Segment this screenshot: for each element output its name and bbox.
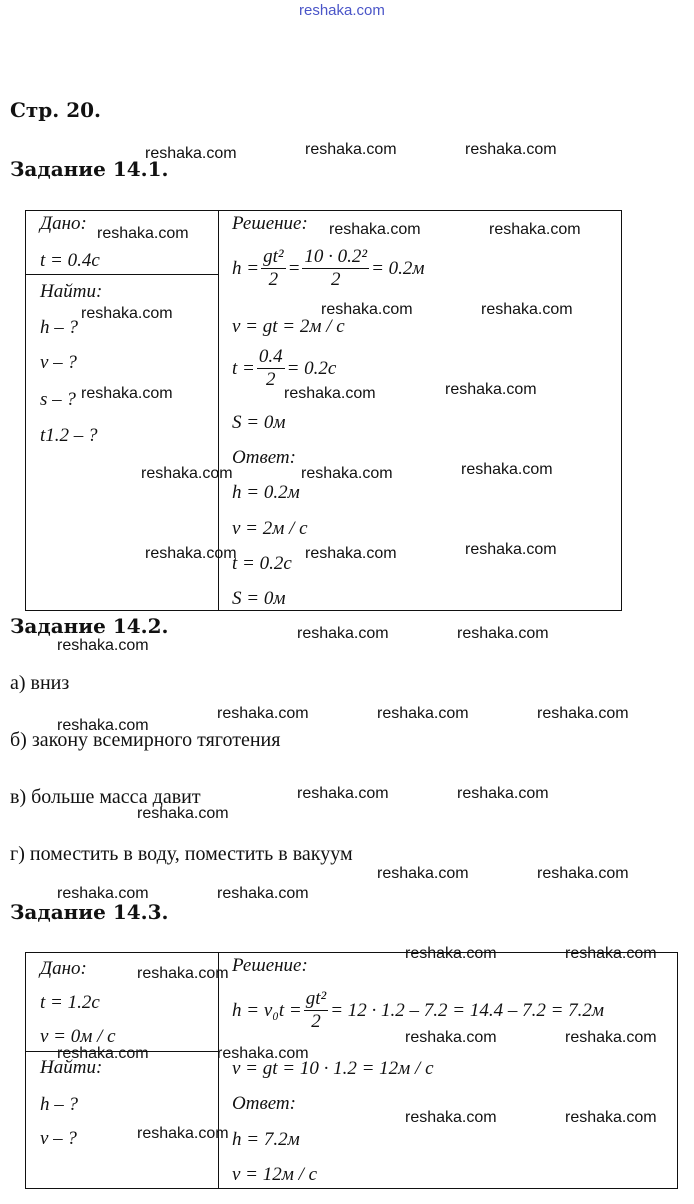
task-14-3-heading: Задание 14.3. <box>10 900 169 924</box>
answer-item: h = 7.2м <box>232 1129 300 1150</box>
denominator: 2 <box>311 1011 321 1032</box>
watermark: reshaka.com <box>217 705 309 722</box>
watermark: reshaka.com <box>57 1045 149 1062</box>
find-title: Найти: <box>40 1057 103 1078</box>
watermark: reshaka.com <box>537 865 629 882</box>
eq-lhs: t = <box>232 357 255 379</box>
eq-lhs: h = <box>232 257 260 279</box>
find-item: h – ? <box>40 317 78 338</box>
watermark: reshaka.com <box>301 465 393 482</box>
watermark: reshaka.com <box>321 301 413 318</box>
task-14-1-heading: Задание 14.1. <box>10 157 169 181</box>
table-divider <box>25 274 218 275</box>
watermark: reshaka.com <box>137 805 229 822</box>
find-item: t1.2 – ? <box>40 425 98 446</box>
watermark: reshaka.com <box>137 965 229 982</box>
eq-sign: = <box>287 257 301 279</box>
watermark: reshaka.com <box>405 1109 497 1126</box>
watermark: reshaka.com <box>461 461 553 478</box>
site-watermark-top: reshaka.com <box>299 2 385 19</box>
watermark: reshaka.com <box>565 945 657 962</box>
watermark: reshaka.com <box>81 305 173 322</box>
equation-height <box>232 988 604 1033</box>
numerator: 0.4 <box>258 346 283 367</box>
eq-rhs: = 12 · 1.2 – 7.2 = 14.4 – 7.2 = 7.2м <box>330 999 605 1021</box>
given-value: v = 0м / с <box>40 1026 116 1047</box>
given-value: t = 0.4c <box>40 250 100 271</box>
watermark: reshaka.com <box>97 225 189 242</box>
eq-rhs: = 0.2с <box>286 357 337 379</box>
find-title: Найти: <box>40 281 103 302</box>
answer-item: t = 0.2с <box>232 553 292 574</box>
equation-velocity: v = gt = 10 · 1.2 = 12м / с <box>232 1058 434 1079</box>
eq-lhs: h = v₀t = <box>232 999 302 1021</box>
answer-title: Ответ: <box>232 1093 296 1114</box>
watermark: reshaka.com <box>445 381 537 398</box>
fraction <box>304 988 328 1033</box>
watermark: reshaka.com <box>57 637 149 654</box>
watermark: reshaka.com <box>457 785 549 802</box>
watermark: reshaka.com <box>284 385 376 402</box>
denominator: 2 <box>330 269 341 290</box>
given-value: t = 1.2c <box>40 992 100 1013</box>
numerator: 10 · 0.2² <box>304 246 368 267</box>
watermark: reshaka.com <box>57 717 149 734</box>
watermark: reshaka.com <box>377 705 469 722</box>
equation-height <box>232 246 425 291</box>
find-item: h – ? <box>40 1094 78 1115</box>
numerator: gt² <box>305 988 327 1009</box>
solution-title: Решение: <box>232 955 308 976</box>
given-title: Дано: <box>40 213 87 234</box>
watermark: reshaka.com <box>217 1045 309 1062</box>
watermark: reshaka.com <box>297 625 389 642</box>
answer-title: Ответ: <box>232 447 296 468</box>
watermark: reshaka.com <box>405 945 497 962</box>
watermark: reshaka.com <box>565 1029 657 1046</box>
fraction <box>257 346 285 391</box>
find-item: v – ? <box>40 1128 77 1149</box>
watermark: reshaka.com <box>145 145 237 162</box>
equation-distance: S = 0м <box>232 412 286 433</box>
answer-item: S = 0м <box>232 588 286 609</box>
watermark: reshaka.com <box>537 705 629 722</box>
watermark: reshaka.com <box>145 545 237 562</box>
denominator: 2 <box>268 269 279 290</box>
watermark: reshaka.com <box>217 885 309 902</box>
answer-item: v = 2м / с <box>232 518 308 539</box>
answer-line: г) поместить в воду, поместить в вакуум <box>10 843 353 865</box>
given-title: Дано: <box>40 958 87 979</box>
answer-item: h = 0.2м <box>232 482 300 503</box>
watermark: reshaka.com <box>457 625 549 642</box>
watermark: reshaka.com <box>297 785 389 802</box>
task-14-2-heading: Задание 14.2. <box>10 614 169 638</box>
solution-title: Решение: <box>232 213 308 234</box>
answer-line: а) вниз <box>10 672 70 694</box>
watermark: reshaka.com <box>137 1125 229 1142</box>
answer-item: v = 12м / с <box>232 1164 318 1185</box>
watermark: reshaka.com <box>81 385 173 402</box>
table-divider <box>218 952 219 1189</box>
watermark: reshaka.com <box>305 141 397 158</box>
denominator: 2 <box>265 369 276 390</box>
page-heading: Стр. 20. <box>10 98 102 122</box>
watermark: reshaka.com <box>305 545 397 562</box>
watermark: reshaka.com <box>405 1029 497 1046</box>
watermark: reshaka.com <box>489 221 581 238</box>
eq-rhs: = 0.2м <box>371 257 425 279</box>
watermark: reshaka.com <box>465 141 557 158</box>
watermark: reshaka.com <box>329 221 421 238</box>
answer-line: б) закону всемирного тяготения <box>10 729 281 751</box>
numerator: gt² <box>263 246 284 267</box>
watermark: reshaka.com <box>481 301 573 318</box>
answer-line: в) больше масса давит <box>10 786 201 808</box>
find-item: s – ? <box>40 389 76 410</box>
fraction <box>302 246 369 291</box>
watermark: reshaka.com <box>377 865 469 882</box>
watermark: reshaka.com <box>57 885 149 902</box>
watermark: reshaka.com <box>565 1109 657 1126</box>
watermark: reshaka.com <box>465 541 557 558</box>
watermark: reshaka.com <box>141 465 233 482</box>
equation-velocity: v = gt = 2м / с <box>232 316 345 337</box>
find-item: v – ? <box>40 352 77 373</box>
fraction <box>261 246 285 291</box>
